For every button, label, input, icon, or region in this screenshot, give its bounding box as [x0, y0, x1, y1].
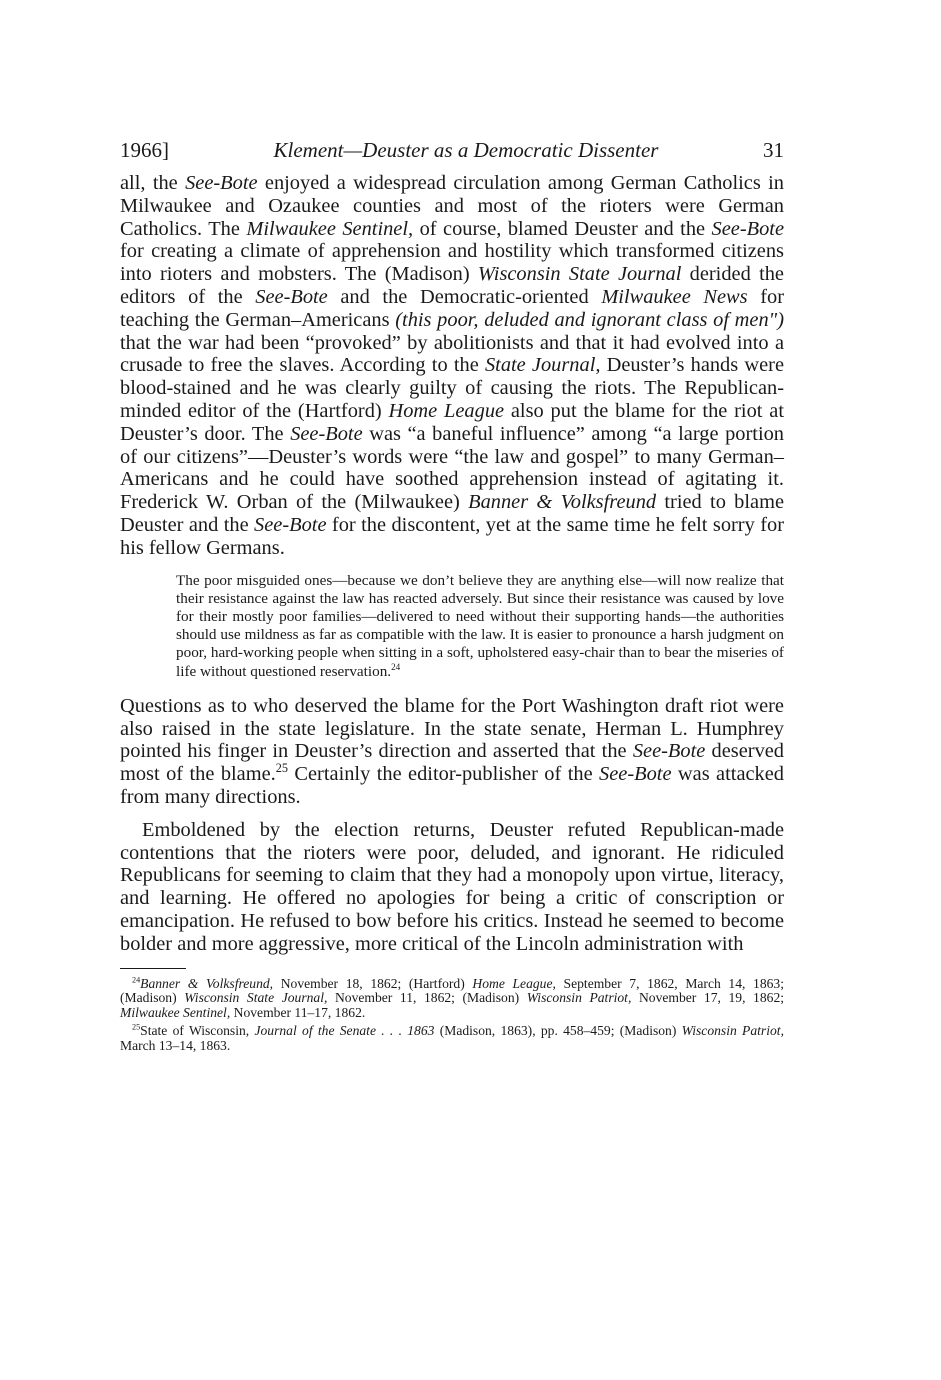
- p1-italic: Milwaukee Sentinel,: [246, 217, 414, 240]
- paragraph-1: [120, 172, 784, 560]
- header-title: Klement—Deuster as a Democratic Dissenter: [273, 138, 659, 162]
- p2-italic: See-Bote: [599, 763, 672, 786]
- p2-italic: See-Bote: [632, 740, 706, 763]
- footnote-number: 25: [132, 1022, 141, 1032]
- footnote-ref-24[interactable]: 24: [391, 661, 401, 672]
- fn-text: State of Wisconsin,: [140, 1023, 255, 1039]
- p1-italic: See-Bote: [290, 422, 363, 445]
- p2-text: Questions as to who deserved the blame for the Port Washington draft riot were also raised in the state legislature. In the state senate, Herman L. Humphrey pointed his finger in Deuster’s direction and asserted that the: [120, 694, 784, 763]
- running-header: [120, 138, 784, 162]
- footnote-24: [120, 977, 784, 1021]
- fn-italic: Milwaukee Sentinel,: [120, 1004, 231, 1020]
- fn-italic: Wisconsin State Journal,: [184, 990, 328, 1006]
- p1-italic: See-Bote: [711, 217, 784, 240]
- p1-text: Deuster’s hands were blood-stained and he was clearly guilty of causing the riots. The Republican-minded editor of the (Hartford): [120, 354, 785, 422]
- p1-text: for creating a climate of apprehension and hostility which transformed citizens into rioters and mobsters. The (Madison): [120, 240, 784, 286]
- paragraph-3: Emboldened by the election returns, Deuster refuted Republican-made contentions that the rioters were poor, deluded, and ignorant. He ridiculed Republicans for seeming to claim that they had a monopoly upon virtue, literacy, and learning. He offered no apologies for being a critic of conscription or emancipation. He refused to bow before his critics. Instead he seemed to become bolder and more aggressive, more critical of the Lincoln administration with: [120, 818, 784, 955]
- fn-text: November 11, 1862; (Madison): [327, 990, 527, 1006]
- fn-text: November 11–17, 1862.: [230, 1004, 366, 1020]
- p1-text: and the Democratic-oriented: [327, 285, 602, 308]
- footnote-25: [120, 1024, 784, 1053]
- header-year: 1966]: [120, 138, 169, 162]
- p1-italic: Wisconsin State Journal: [477, 263, 682, 286]
- p1-italic: Banner & Volksfreund: [468, 491, 657, 514]
- paragraph-2: [120, 695, 784, 809]
- p1-text: of course, blamed Deuster and the: [413, 217, 712, 240]
- p1-italic: See-Bote: [254, 513, 327, 536]
- p1-italic: State Journal,: [484, 354, 601, 377]
- p1-text: was “a baneful influence” among “a large portion of our citizens”—Deuster’s words were “the law and gospel” to many German–Americans and he could have soothed apprehension instead of agitating it. Frederick W. Orban of the (Milwaukee): [120, 422, 784, 514]
- fn-text: (Madison, 1863), pp. 458–459; (Madison): [434, 1023, 682, 1039]
- p1-text: tried to blame Deuster and the: [120, 491, 784, 536]
- p1-italic: See-Bote: [255, 285, 328, 308]
- footnote-ref-25[interactable]: 25: [275, 761, 288, 776]
- p1-text: for teaching the German–Americans: [120, 285, 784, 331]
- page-number: 31: [762, 138, 784, 162]
- p1-text: derided the editors of the: [120, 263, 784, 308]
- fn-italic: Banner & Volksfreund,: [140, 975, 274, 991]
- fn-italic: Wisconsin Patriot,: [526, 990, 632, 1006]
- footnotes: [120, 977, 784, 1054]
- fn-text: November 17, 19, 1862;: [631, 990, 785, 1006]
- p1-text: enjoyed a widespread circulation among German Catholics in Milwaukee and Ozaukee counties and most of the rioters were German Catholics. The: [120, 172, 784, 240]
- fn-text: March 13–14, 1863.: [120, 1037, 231, 1053]
- p2-text: Certainly the editor-publisher of the: [287, 763, 600, 786]
- p1-italic: Milwaukee News: [601, 285, 748, 308]
- footnote-divider: [120, 968, 186, 969]
- p1-italic: (this poor, deluded and ignorant class of men"): [395, 308, 784, 331]
- p1-italic: See-Bote: [185, 172, 258, 194]
- fn-text: September 7, 1862, March 14, 1863; (Madison): [120, 975, 784, 1006]
- p1-italic: Home League: [388, 399, 505, 422]
- fn-italic: Wisconsin Patriot,: [681, 1023, 784, 1039]
- fn-text: November 18, 1862; (Hartford): [273, 975, 473, 991]
- p2-text: deserved most of the blame.: [120, 740, 785, 786]
- p1-text: all, the: [120, 172, 186, 194]
- p1-text: for the discontent, yet at the same time he felt sorry for his fellow Germans.: [120, 513, 784, 559]
- quote-text: The poor misguided ones—because we don’t believe they are anything else—will now realize that their resistance against the law has reacted adversely. But since their resistance was caused by love for their mostly poor families—delivered to need without their supporting hands—the authorities should use mildness as far as compatible with the law. It is easier to pronounce a harsh judgment on poor, hard-working people when sitting in a soft, upholstered easy-chair than to bear the miseries of life without questioned reservation.: [176, 571, 784, 680]
- fn-italic: Home League,: [472, 975, 556, 991]
- fn-italic: Journal of the Senate . . . 1863: [254, 1023, 435, 1039]
- p1-text: that the war had been “provoked” by abolitionists and that it had evolved into a crusade to free the slaves. According to the: [120, 331, 784, 377]
- p2-text: was attacked from many directions.: [120, 763, 784, 808]
- p1-text: also put the blame for the riot at Deuster’s door. The: [120, 399, 784, 445]
- footnote-number: 24: [132, 975, 141, 984]
- journal-page: [120, 138, 784, 1058]
- block-quote: [176, 572, 784, 681]
